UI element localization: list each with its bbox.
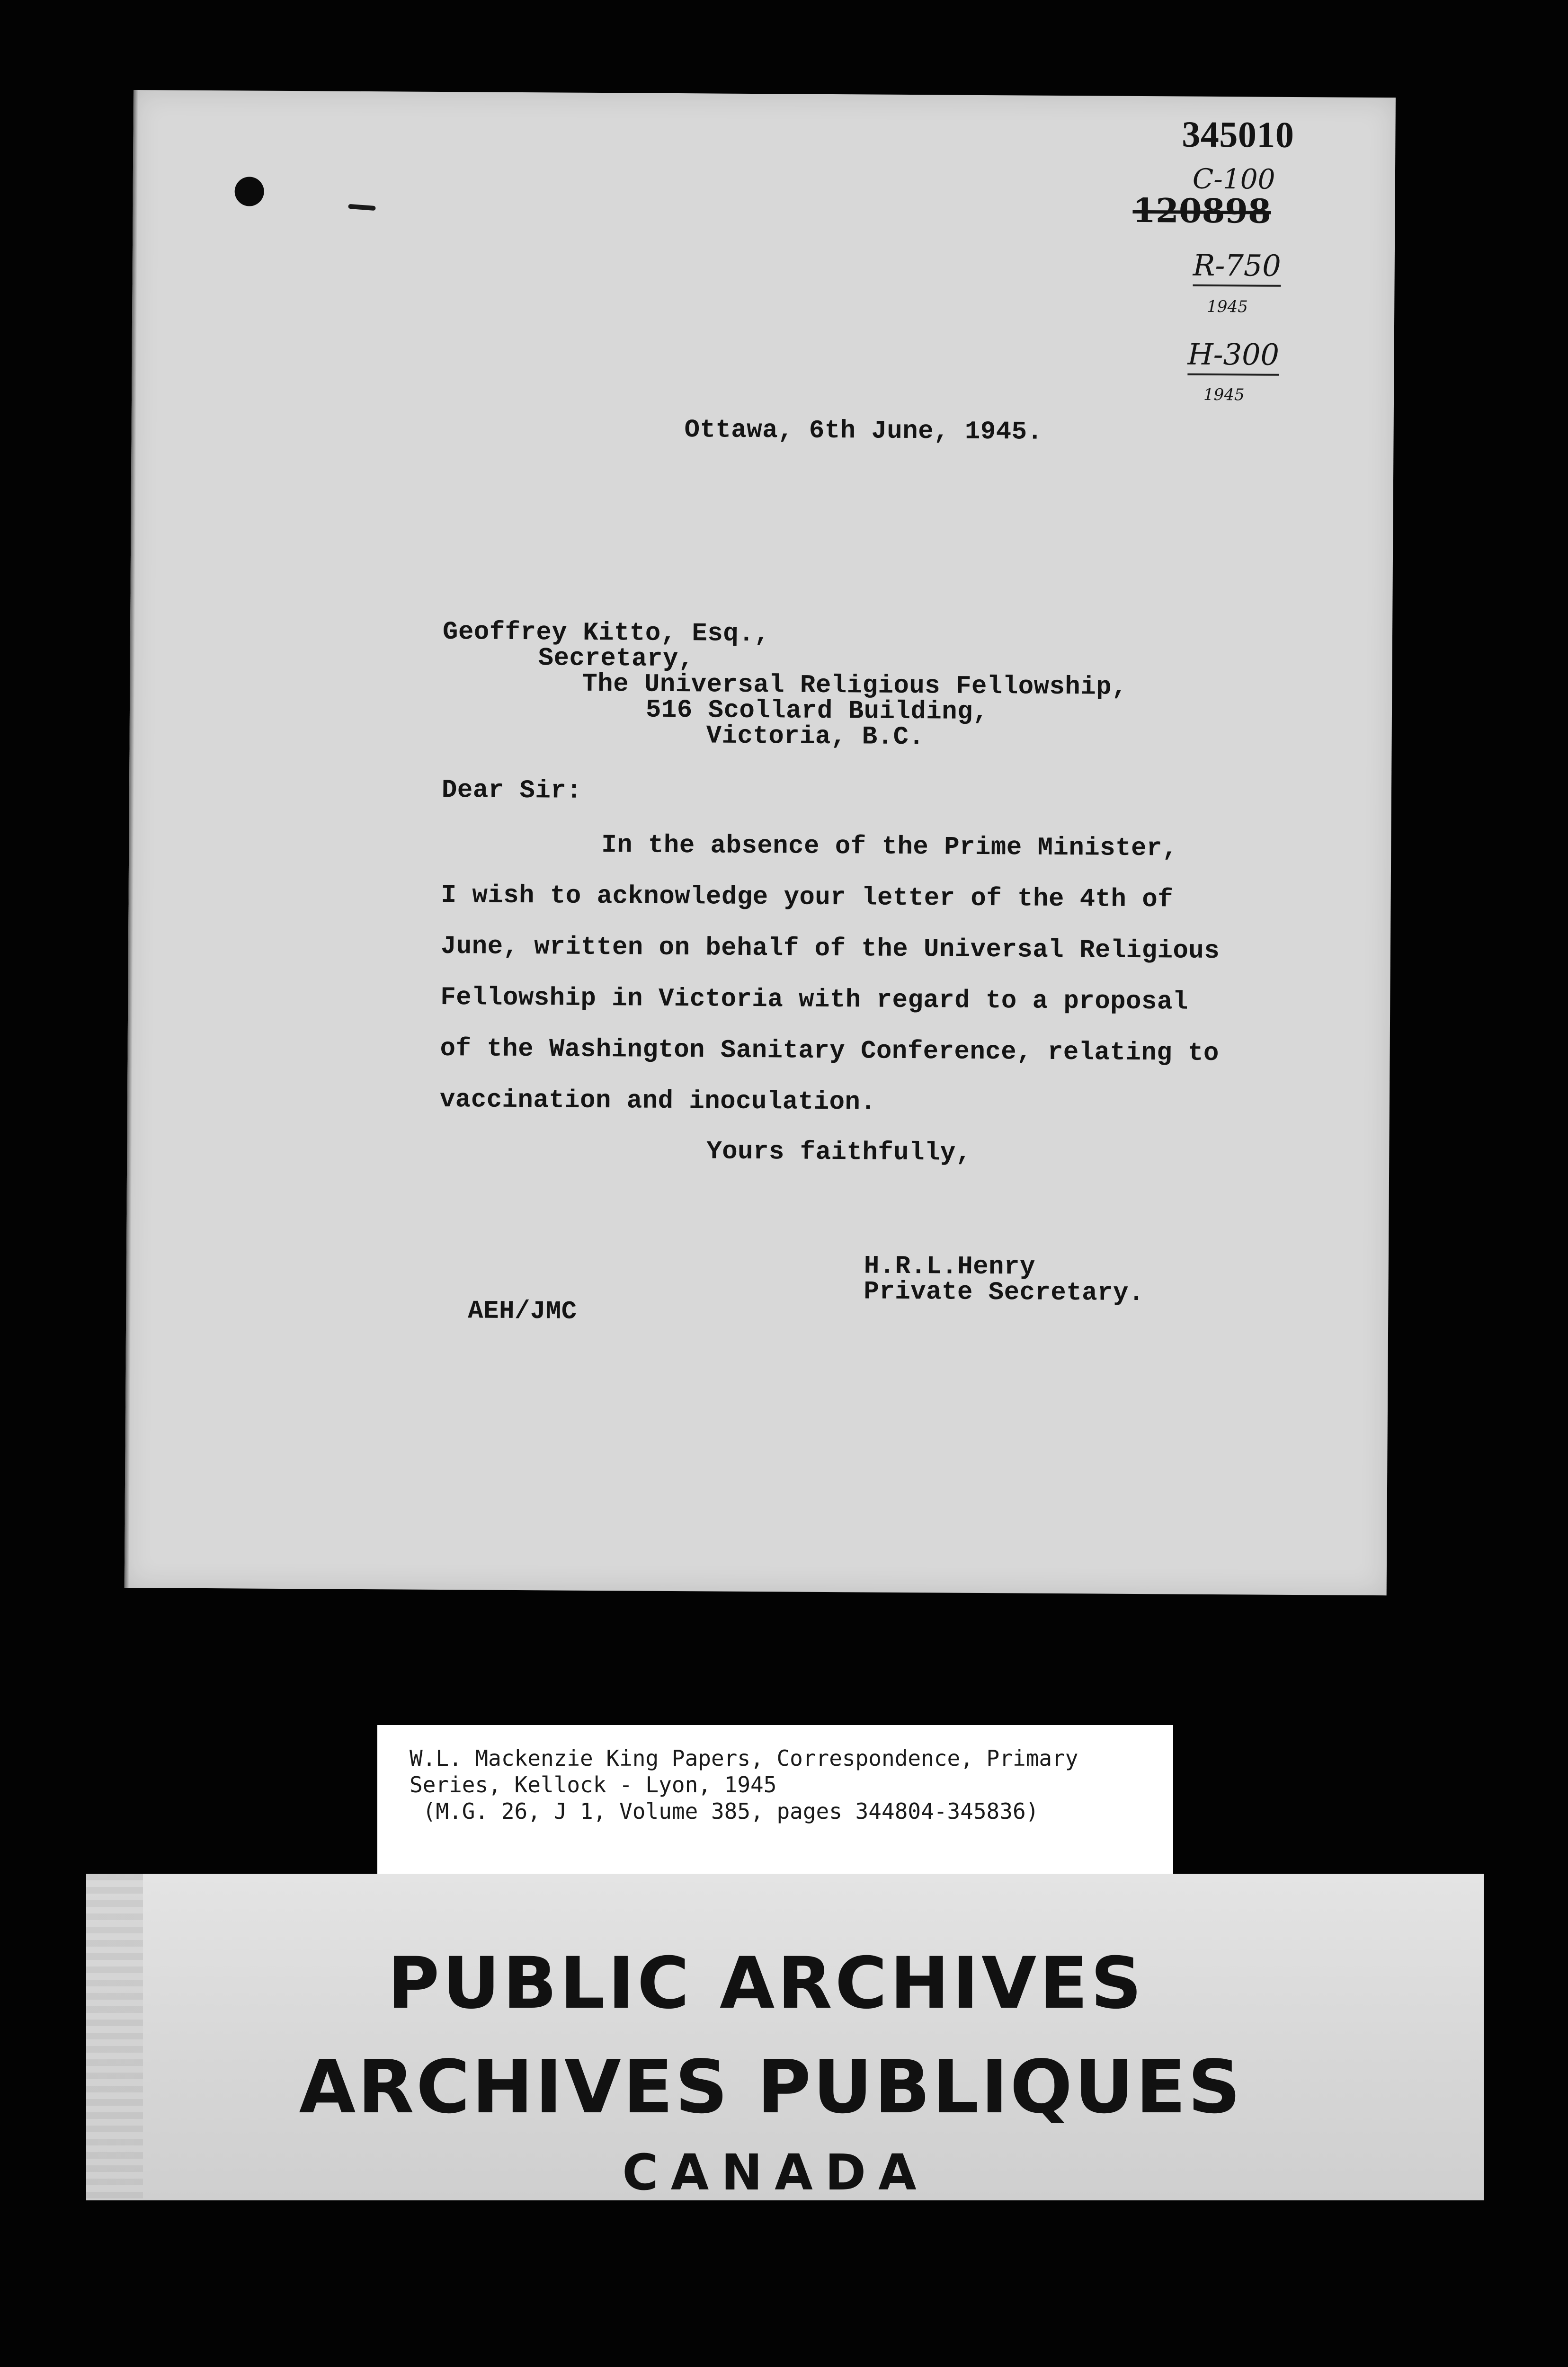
closing: Yours faithfully, bbox=[706, 1137, 971, 1168]
citation-label bbox=[377, 1725, 1173, 1877]
addressee-street: 516 Scollard Building, bbox=[645, 695, 989, 727]
body-line: Fellowship in Victoria with regard to a proposal bbox=[440, 983, 1188, 1017]
body-line: June, written on behalf of the Universal Religious bbox=[440, 932, 1220, 966]
addressee-city: Victoria, B.C. bbox=[706, 721, 925, 752]
body-line: vaccination and inoculation. bbox=[439, 1085, 876, 1117]
punch-hole bbox=[235, 177, 264, 206]
signatory-name: H.R.L.Henry bbox=[864, 1252, 1035, 1282]
addressee-organization: The Universal Religious Fellowship, bbox=[582, 669, 1128, 702]
banner-title-english: PUBLIC ARCHIVES bbox=[387, 1942, 1145, 2025]
annotation-h-number: H-300 bbox=[1187, 337, 1279, 376]
letter-page bbox=[125, 90, 1396, 1595]
stamp-number: 345010 bbox=[1182, 113, 1294, 155]
banner-title-french: ARCHIVES PUBLIQUES bbox=[299, 2044, 1243, 2130]
archives-banner bbox=[86, 1874, 1484, 2200]
body-line: In the absence of the Prime Minister, bbox=[601, 831, 1178, 863]
date-line: Ottawa, 6th June, 1945. bbox=[684, 416, 1043, 447]
citation-line: W.L. Mackenzie King Papers, Correspondence, Primary bbox=[410, 1745, 1078, 1771]
annotation-r-year: 1945 bbox=[1207, 297, 1248, 317]
reference-initials: AEH/JMC bbox=[468, 1297, 577, 1326]
citation-line: Series, Kellock - Lyon, 1945 bbox=[410, 1772, 777, 1797]
banner-country: CANADA bbox=[622, 2144, 929, 2201]
annotation-struck-number: 120898 bbox=[1132, 190, 1271, 231]
ink-mark bbox=[348, 204, 376, 211]
annotation-h-year: 1945 bbox=[1203, 385, 1245, 405]
body-line: I wish to acknowledge your letter of the 4th of bbox=[441, 881, 1174, 915]
citation-line: (M.G. 26, J 1, Volume 385, pages 344804-345836) bbox=[410, 1798, 1039, 1824]
annotation-c-number: C-100 bbox=[1192, 162, 1275, 196]
body-line: of the Washington Sanitary Conference, relating to bbox=[440, 1034, 1220, 1068]
annotation-r-number: R-750 bbox=[1193, 248, 1281, 287]
addressee-title: Secretary, bbox=[538, 644, 694, 674]
addressee-name: Geoffrey Kitto, Esq., bbox=[442, 618, 770, 649]
signatory-title: Private Secretary. bbox=[864, 1277, 1144, 1308]
salutation: Dear Sir: bbox=[441, 776, 582, 806]
